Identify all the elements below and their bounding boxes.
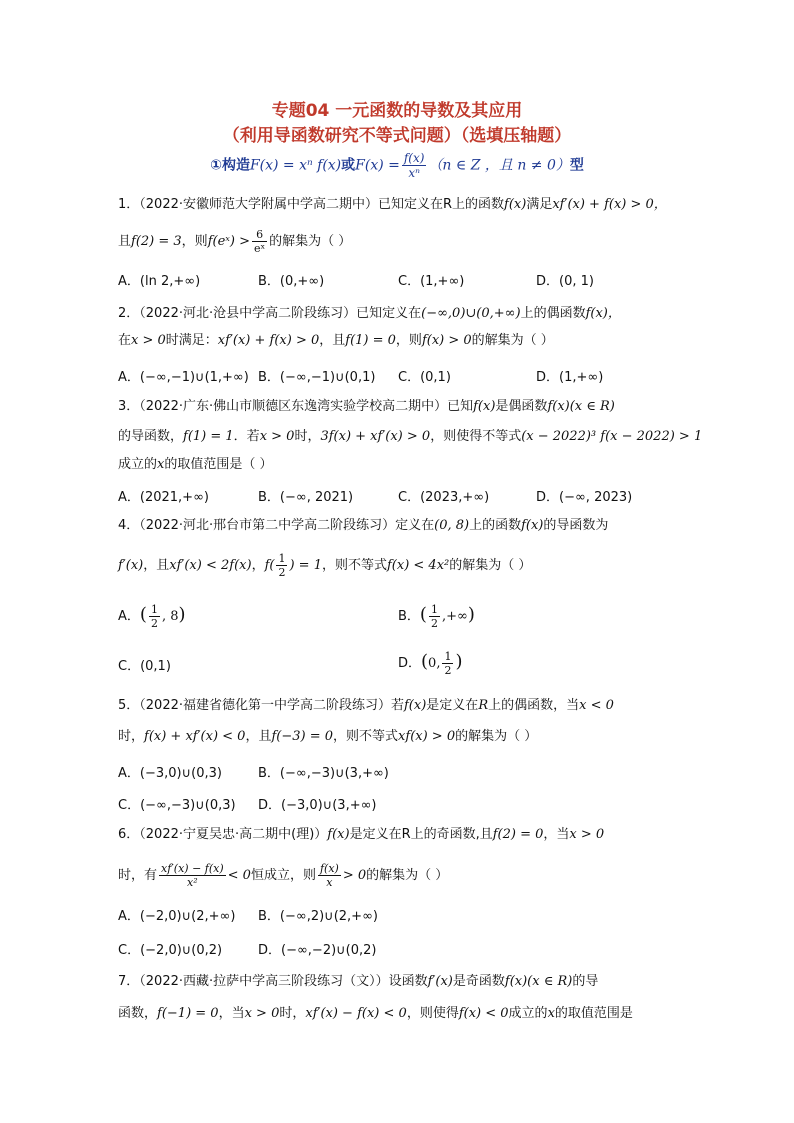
q1-option-b[interactable]: B．(0,+∞)	[258, 274, 325, 289]
q4-option-b-den: 2	[430, 617, 438, 630]
q6-text: 的解集为（ ）	[366, 868, 449, 883]
q3-text: 成立的	[118, 457, 158, 472]
q4-fraction	[276, 552, 287, 579]
q4-frac-num: 1	[278, 552, 286, 565]
q3-math: x	[157, 457, 165, 472]
q1-option-a[interactable]: A．(ln 2,+∞)	[118, 274, 201, 289]
q5-option-a[interactable]: A．(−3,0)∪(0,3)	[118, 766, 222, 781]
q4-math: f′(x)	[118, 558, 144, 573]
q6-line2	[118, 862, 678, 889]
q5-math: R	[478, 698, 489, 713]
q2-option-a[interactable]: A．(−∞,−1)∪(1,+∞)	[118, 370, 249, 385]
subtitle-suffix: 型	[569, 157, 584, 174]
q2-math: xf′(x) + f(x) > 0	[217, 333, 320, 348]
q2-option-d[interactable]: D．(1,+∞)	[536, 370, 604, 385]
q7-text: 时，	[279, 1006, 306, 1021]
q7-math: f(x)(x ∈ R)	[504, 974, 573, 989]
q2-text: ，且	[319, 333, 346, 348]
q7-text: 函数，	[118, 1006, 158, 1021]
q4-option-a-num: 1	[150, 603, 158, 616]
q5-option-c[interactable]: C．(−∞,−3)∪(0,3)	[118, 798, 236, 813]
q3-text: 的取值范围是（ ）	[164, 457, 273, 472]
q3-line3	[118, 456, 678, 474]
q6-math: x > 0	[569, 827, 605, 842]
q3-text: 时，	[294, 429, 321, 444]
q2-text: 的解集为（ ）	[471, 333, 554, 348]
q4-frac-den: 2	[278, 566, 286, 579]
q1-line1	[118, 196, 678, 214]
subtitle-frac-den: xⁿ	[408, 166, 420, 180]
q6-frac-den: x²	[187, 876, 198, 889]
q7-text: 的取值范围是	[554, 1006, 633, 1021]
q3-math: 3f(x) + xf′(x) > 0	[320, 429, 431, 444]
q3-line2	[118, 428, 703, 446]
q5-text: 的解集为（ ）	[455, 729, 538, 744]
q4-option-d-den: 2	[444, 664, 452, 677]
q1-math: f(x)	[504, 197, 527, 212]
q7-text: 7．（2022·西藏·拉萨中学高三阶段练习（文））设函数	[118, 974, 428, 989]
q2-math: f(x)，	[585, 306, 621, 321]
q2-math: f(1) = 0	[345, 333, 396, 348]
q5-text: ，则不等式	[333, 729, 399, 744]
q7-math: f(−1) = 0	[157, 1006, 219, 1021]
q4-text: 的导函数为	[543, 518, 609, 533]
q7-math: x	[547, 1006, 555, 1021]
subtitle-or: 或	[341, 157, 356, 174]
q4-text: 的解集为（ ）	[449, 558, 532, 573]
q2-option-c[interactable]: C．(0,1)	[398, 370, 451, 385]
page-title-line1: 专题04 一元函数的导数及其应用	[271, 101, 523, 121]
q6-fraction-2	[318, 862, 341, 889]
subtitle-fraction	[402, 151, 427, 180]
q1-text: 1．（2022·安徽师范大学附属中学高二期中）已知定义在R上的函数	[118, 197, 505, 212]
q4-option-b-fraction	[429, 603, 440, 630]
q4-option-c[interactable]: C．(0,1)	[118, 659, 171, 674]
q1-text: 且	[118, 234, 132, 249]
q5-text: 上的偶函数，当	[488, 698, 580, 713]
q6-text: 恒成立，则	[250, 868, 316, 883]
q1-fraction	[252, 228, 267, 255]
q4-line2	[118, 552, 678, 579]
q4-text: ，且	[143, 558, 170, 573]
q2-math: f(x) > 0	[421, 333, 472, 348]
q4-option-d-num: 1	[444, 650, 452, 663]
q7-math: f′(x)	[427, 974, 453, 989]
q6-text: 是定义在R上的奇函数,且	[349, 827, 493, 842]
q6-option-b[interactable]: B．(−∞,2)∪(2,+∞)	[258, 909, 378, 924]
q5-math: xf(x) > 0	[398, 729, 456, 744]
q4-option-a[interactable]: A．( $\frac{1}{2}$ , 8)	[118, 603, 186, 630]
q4-option-d-fraction	[442, 650, 453, 677]
q2-math: x > 0	[131, 333, 166, 348]
q4-math: (0, 8)	[434, 518, 470, 533]
q5-option-b[interactable]: B．(−∞,−3)∪(3,+∞)	[258, 766, 389, 781]
subtitle-expr1: F(x) = xⁿ f(x)	[249, 157, 342, 174]
q5-text: 是定义在	[426, 698, 479, 713]
q7-line1	[118, 973, 678, 991]
q6-text: 6．（2022·宁夏吴忠·高二期中(理)）	[118, 827, 328, 842]
q3-math: f(1) = 1	[183, 429, 234, 444]
q2-line1	[118, 305, 678, 323]
q5-line1	[118, 697, 678, 715]
q3-option-c[interactable]: C．(2023,+∞)	[398, 490, 490, 505]
q3-math: f(x)	[473, 399, 496, 414]
subtitle-frac-num: f(x)	[403, 151, 425, 165]
q3-line1	[118, 398, 678, 416]
q6-fraction	[159, 862, 226, 889]
q6-math: < 0	[227, 868, 251, 883]
q5-line2	[118, 728, 678, 746]
q6-math: f(x)	[327, 827, 350, 842]
q2-text: 时满足：	[165, 333, 218, 348]
q4-option-d-label: D．	[398, 656, 422, 671]
q1-math: f(eˣ) >	[207, 234, 250, 249]
q4-option-b-num: 1	[430, 603, 438, 616]
q7-text: 的导	[572, 974, 599, 989]
q1-math: f(2) = 3	[131, 234, 182, 249]
q7-text: ，则使得	[406, 1006, 459, 1021]
q4-option-a-rest: , 8	[161, 609, 179, 624]
q4-option-b[interactable]: B．( $\frac{1}{2}$ ,+∞)	[398, 603, 475, 630]
q2-option-b[interactable]: B．(−∞,−1)∪(0,1)	[258, 370, 376, 385]
q3-text: 的导函数，	[118, 429, 184, 444]
q3-text: ，则使得不等式	[430, 429, 522, 444]
page-title-line2: （利用导函数研究不等式问题）（选填压轴题）	[222, 126, 572, 146]
q5-math: f(−3) = 0	[271, 729, 334, 744]
q6-frac2-den: x	[326, 876, 333, 889]
q6-frac2-num: f(x)	[319, 862, 339, 875]
q2-text: 在	[118, 333, 132, 348]
q7-math: f(x) < 0	[458, 1006, 509, 1021]
q4-option-b-rest: ,+∞	[441, 609, 468, 624]
q6-frac-num: xf′(x) − f(x)	[161, 862, 224, 875]
q3-text: ．若	[233, 429, 260, 444]
q2-line2	[118, 332, 678, 350]
q4-option-a-label: A．	[118, 609, 140, 624]
q5-math: x < 0	[579, 698, 614, 713]
subtitle-condition: （n ∈ Z ，且 n ≠ 0）	[428, 157, 570, 174]
q7-text: 成立的	[508, 1006, 548, 1021]
q1-option-c[interactable]: C．(1,+∞)	[398, 274, 465, 289]
q5-math: f(x) + xf′(x) < 0	[144, 729, 246, 744]
q6-option-c[interactable]: C．(−2,0)∪(0,2)	[118, 943, 223, 958]
q4-math: f(x) < 4x²	[386, 558, 450, 573]
q7-math: x > 0	[244, 1006, 280, 1021]
q4-text: ，则不等式	[321, 558, 387, 573]
q4-option-d[interactable]: D．(0, $\frac{1}{2}$ )	[398, 650, 463, 677]
q2-math: (−∞,0)∪(0,+∞)	[421, 306, 521, 321]
q5-math: f(x)	[404, 698, 427, 713]
q6-math: f(2) = 0	[492, 827, 544, 842]
q2-text: 2．（2022·河北·沧县中学高二阶段练习）已知定义在	[118, 306, 422, 321]
q2-text: 上的偶函数	[520, 306, 586, 321]
q3-option-d[interactable]: D．(−∞, 2023)	[536, 490, 633, 505]
q4-option-b-label: B．	[398, 609, 420, 624]
q6-math: > 0	[342, 868, 367, 883]
q6-option-a[interactable]: A．(−2,0)∪(2,+∞)	[118, 909, 236, 924]
q6-text: 时，有	[118, 868, 158, 883]
q3-text: 3．（2022·广东·佛山市顺德区东逸湾实验学校高二期中）已知	[118, 399, 474, 414]
q4-line1	[118, 517, 678, 535]
section-subtitle	[0, 151, 794, 180]
q7-math: xf′(x) − f(x) < 0	[305, 1006, 407, 1021]
q4-option-a-den: 2	[150, 617, 158, 630]
q3-text: 是偶函数	[495, 399, 548, 414]
q6-line1	[118, 826, 678, 844]
q1-frac-den: eˣ	[253, 242, 266, 255]
q1-math: xf′(x) + f(x) > 0，	[552, 197, 667, 212]
q2-text: ，则	[395, 333, 422, 348]
q1-option-d[interactable]: D．(0, 1)	[536, 274, 594, 289]
q1-text: ，则	[181, 234, 208, 249]
q1-text: 满足	[526, 197, 553, 212]
q5-option-d[interactable]: D．(−3,0)∪(3,+∞)	[258, 798, 377, 813]
q5-text: 5．（2022·福建省德化第一中学高二阶段练习）若	[118, 698, 404, 713]
q4-text: 4．（2022·河北·邢台市第二中学高二阶段练习）定义在	[118, 518, 435, 533]
q3-option-a[interactable]: A．(2021,+∞)	[118, 490, 209, 505]
q6-text: ，当	[543, 827, 570, 842]
q4-math: ) = 1	[289, 558, 322, 573]
q7-text: 是奇函数	[452, 974, 505, 989]
q4-text: ，	[251, 558, 265, 573]
subtitle-prefix: ①构造	[210, 157, 250, 174]
q3-math: f(x)(x ∈ R)	[547, 399, 615, 414]
q1-frac-num: 6	[252, 228, 267, 242]
q6-option-d[interactable]: D．(−∞,−2)∪(0,2)	[258, 943, 377, 958]
q3-math: (x − 2022)³ f(x − 2022) > 1	[521, 429, 703, 444]
q5-text: ，且	[245, 729, 272, 744]
q7-line2	[118, 1005, 678, 1023]
q3-math: x > 0	[259, 429, 295, 444]
q1-line2	[118, 228, 678, 255]
q4-text: 上的函数	[469, 518, 522, 533]
q4-math: f(x)	[521, 518, 544, 533]
q4-math: f(	[264, 558, 275, 573]
q1-text: 的解集为（ ）	[269, 234, 352, 249]
q5-text: 时，	[118, 729, 145, 744]
q7-text: ，当	[218, 1006, 245, 1021]
q3-option-b[interactable]: B．(−∞, 2021)	[258, 490, 354, 505]
q4-math: xf′(x) < 2f(x)	[169, 558, 252, 573]
subtitle-expr2: F(x) =	[355, 157, 400, 174]
q4-option-a-fraction	[149, 603, 160, 630]
